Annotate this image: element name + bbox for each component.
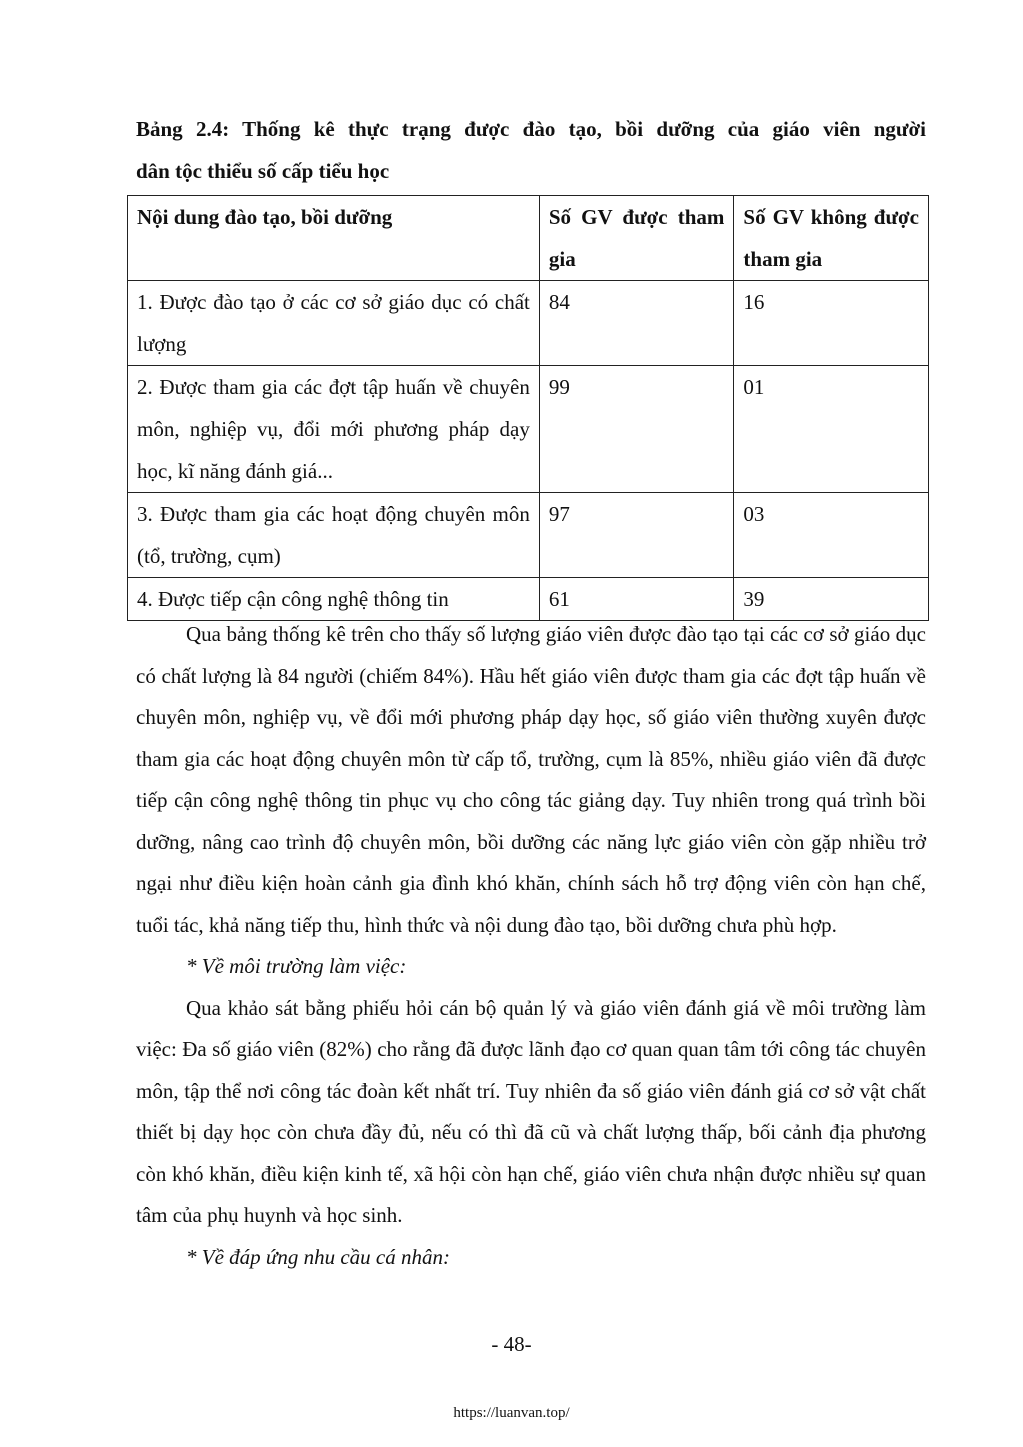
header-joined — [539, 196, 734, 281]
section-heading-personal-needs: * Về đáp ứng nhu cầu cá nhân: — [186, 1244, 450, 1269]
row-joined: 61 — [539, 578, 734, 621]
row-joined: 84 — [539, 281, 734, 366]
row-not-joined: 01 — [734, 366, 929, 493]
table-header-row — [128, 196, 929, 281]
table-row — [128, 281, 929, 366]
body-text — [136, 614, 926, 1278]
statistics-table — [127, 195, 929, 621]
paragraph-work-environment: Qua khảo sát bằng phiếu hỏi cán bộ quản lý và giáo viên đánh giá về môi trường làm việc: Đa số giáo viên (82%) cho rằng đã được lãnh đạo cơ quan quan tâm tới công tác chuyên môn, tập thể nơi công tác đoàn kết nhất trí. Tuy nhiên đa số giáo viên đánh giá cơ sở vật chất thiết bị dạy học còn chưa đầy đủ, nếu có thì đã cũ và chất lượng thấp, bối cảnh địa phương còn khó khăn, điều kiện kinh tế, xã hội còn hạn chế, giáo viên chưa nhận được nhiều sự quan tâm của phụ huynh và học sinh. — [136, 995, 926, 1227]
header-not-joined-text: Số GV không được tham gia — [743, 205, 919, 271]
page-number: - 48- — [491, 1332, 532, 1356]
row-joined: 97 — [539, 493, 734, 578]
header-content: Nội dung đào tạo, bồi dưỡng — [128, 196, 540, 281]
table-row — [128, 493, 929, 578]
caption-line-1: Bảng 2.4: Thống kê thực trạng được đào tạo, bồi dưỡng của giáo viên người — [136, 117, 926, 141]
row-not-joined: 03 — [734, 493, 929, 578]
table-row — [128, 366, 929, 493]
row-not-joined: 39 — [734, 578, 929, 621]
row-joined: 99 — [539, 366, 734, 493]
footer-url[interactable]: https://luanvan.top/ — [453, 1405, 570, 1421]
header-joined-text: Số GV được tham gia — [548, 205, 725, 271]
table-caption — [136, 108, 926, 192]
row-content: 4. Được tiếp cận công nghệ thông tin — [128, 578, 540, 621]
section-heading-work-environment: * Về môi trường làm việc: — [186, 954, 407, 978]
row-content: 2. Được tham gia các đợt tập huấn về chuyên môn, nghiệp vụ, đổi mới phương pháp dạy học, kĩ năng đánh giá... — [128, 366, 540, 493]
row-content: 1. Được đào tạo ở các cơ sở giáo dục có chất lượng — [128, 281, 540, 366]
caption-line-2: dân tộc thiểu số cấp tiểu học — [136, 159, 390, 183]
header-not-joined — [734, 196, 929, 281]
row-content: 3. Được tham gia các hoạt động chuyên môn (tổ, trường, cụm) — [128, 493, 540, 578]
paragraph-summary: Qua bảng thống kê trên cho thấy số lượng giáo viên được đào tạo tại các cơ sở giáo dục có chất lượng là 84 người (chiếm 84%). Hầu hết giáo viên được tham gia các đợt tập huấn về chuyên môn, nghiệp vụ, về đổi mới phương pháp dạy học, số giáo viên thường xuyên được tham gia các hoạt động chuyên môn từ cấp tổ, trường, cụm là 85%, nhiều giáo viên đã được tiếp cận công nghệ thông tin phục vụ cho công tác giảng dạy. Tuy nhiên trong quá trình bồi dưỡng, nâng cao trình độ chuyên môn, bồi dưỡng các năng lực giáo viên còn gặp nhiều trở ngại như điều kiện hoàn cảnh gia đình khó khăn, chính sách hỗ trợ động viên còn hạn chế, tuổi tác, khả năng tiếp thu, hình thức và nội dung đào tạo, bồi dưỡng chưa phù hợp. — [136, 622, 926, 937]
row-not-joined: 16 — [734, 281, 929, 366]
